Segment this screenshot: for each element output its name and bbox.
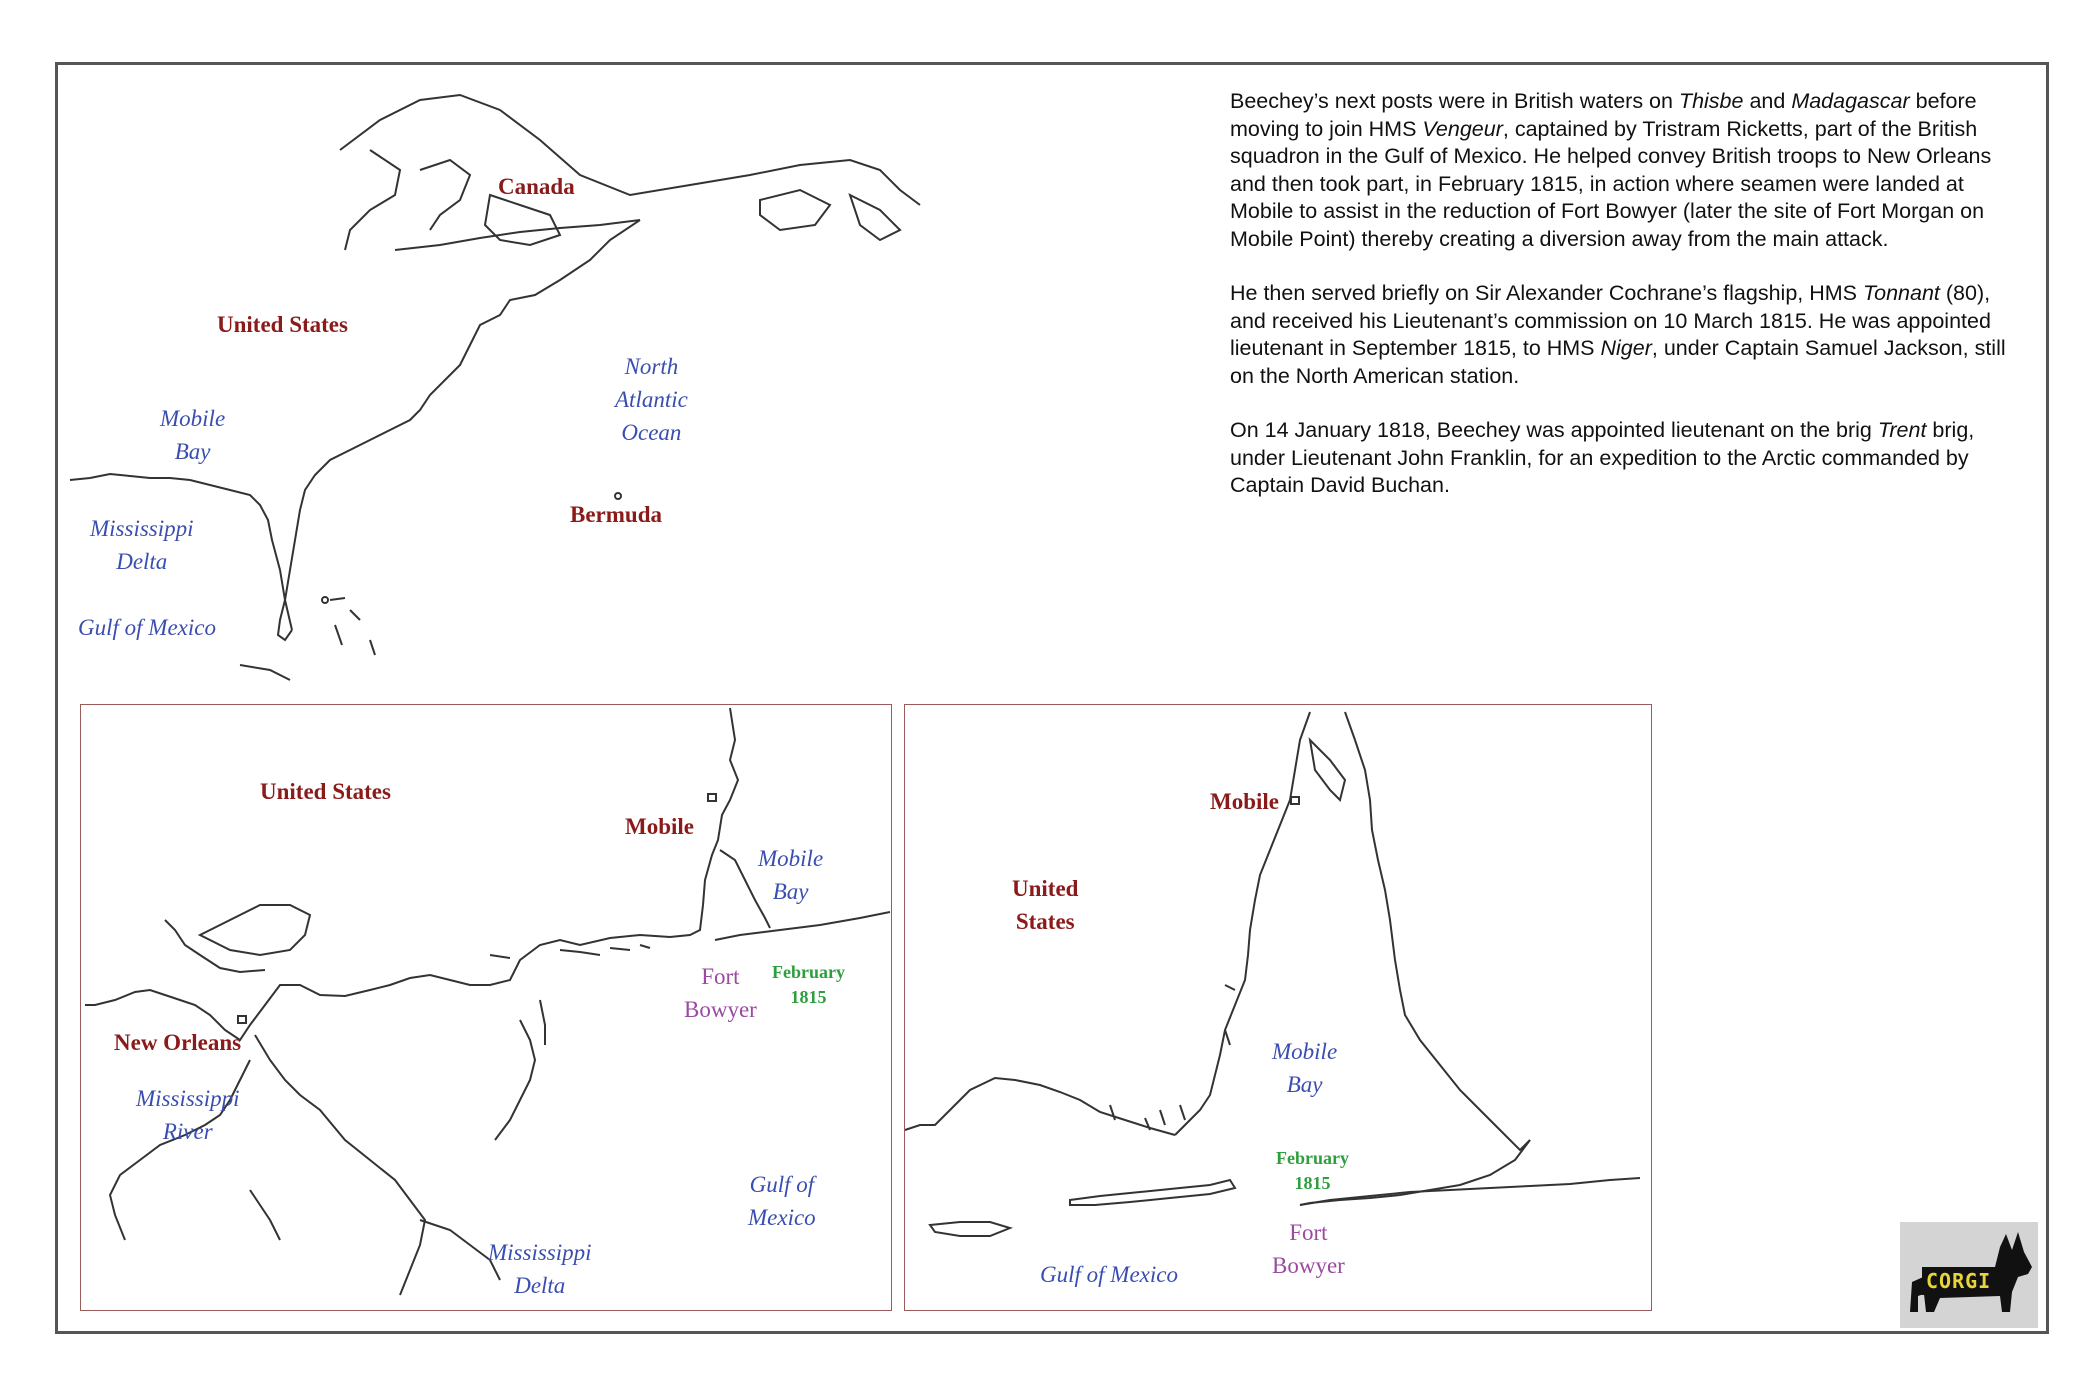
label-inset-left-fort-bowyer	[684, 960, 757, 1026]
ship-name: Vengeur	[1422, 116, 1503, 141]
label-bay: Bay	[772, 879, 809, 904]
label-mississippi-delta-main	[90, 512, 194, 578]
label-atlantic: Atlantic	[615, 387, 688, 412]
label-inset-left-mississippi-delta	[488, 1236, 592, 1302]
label-mississippi: Mississippi	[136, 1086, 240, 1111]
text-run: brig, under Lieutenant John Franklin, for an expedition to the Arctic commanded by Captain David Buchan.	[1230, 418, 1975, 497]
label-bowyer: Bowyer	[684, 997, 757, 1022]
label-north-atlantic-ocean	[615, 350, 688, 449]
label-inset-right-mobile-bay	[1272, 1035, 1337, 1101]
text-run: , captained by Tristram Ricketts, part of the British squadron in the Gulf of Mexico. He helped convey British troops to New Orleans and then took part, in February 1815, in action where seamen were landed at Mobile to assist in the reduction of Fort Bowyer (later the site of Fort Morgan on Mobile Point) thereby creating a diversion away from the main attack.	[1230, 116, 1992, 251]
text-run: before moving to join HMS	[1230, 89, 1977, 141]
label-date-year: 1815	[1294, 1173, 1331, 1193]
label-inset-right-mobile: Mobile	[1210, 789, 1279, 814]
ship-name: Niger	[1600, 336, 1652, 360]
label-mexico: Mexico	[748, 1205, 816, 1230]
label-mississippi: Mississippi	[488, 1240, 592, 1265]
label-inset-left-mississippi-river	[136, 1082, 240, 1148]
label-delta: Delta	[514, 1273, 566, 1298]
paragraph-3	[1230, 417, 2030, 500]
ship-name: Thisbe	[1678, 89, 1744, 113]
label-bay: Bay	[1286, 1072, 1323, 1097]
label-inset-left-new-orleans: New Orleans	[114, 1030, 242, 1055]
label-inset-right-fort-bowyer	[1272, 1216, 1345, 1282]
label-mobile: Mobile	[758, 846, 824, 871]
label-delta: Delta	[116, 549, 168, 574]
label-fort: Fort	[701, 964, 740, 989]
label-bay: Bay	[174, 439, 211, 464]
label-united-states: United States	[217, 312, 348, 337]
paragraph-2	[1230, 280, 2030, 390]
ship-name: Trent	[1877, 418, 1927, 442]
label-inset-left-date	[772, 960, 845, 1010]
label-inset-left-united-states: United States	[260, 779, 391, 804]
label-mobile-bay-main	[160, 402, 225, 468]
label-date-year: 1815	[790, 987, 827, 1007]
label-inset-right-united-states	[1012, 872, 1078, 938]
label-bermuda: Bermuda	[570, 502, 662, 527]
label-canada: Canada	[498, 174, 575, 199]
text-run: Beechey’s next posts were in British waters on	[1230, 89, 1679, 113]
biography-text	[1230, 88, 2030, 527]
label-north: North	[624, 354, 679, 379]
corgi-logo	[1900, 1222, 2038, 1328]
label-bowyer: Bowyer	[1272, 1253, 1345, 1278]
text-run: On 14 January 1818, Beechey was appointed lieutenant on the brig	[1230, 418, 1878, 442]
text-run: , under Captain Samuel Jackson, still on the North American station.	[1230, 336, 2006, 388]
label-fort: Fort	[1289, 1220, 1328, 1245]
text-run: He then served briefly on Sir Alexander Cochrane’s flagship, HMS	[1230, 281, 1863, 305]
label-inset-left-gulf-of-mexico	[748, 1168, 816, 1234]
paragraph-1	[1230, 88, 2030, 253]
ship-name: Tonnant	[1862, 281, 1940, 305]
label-inset-right-date	[1276, 1146, 1349, 1196]
label-gulf-of-mexico-main: Gulf of Mexico	[78, 615, 216, 640]
label-inset-left-mobile: Mobile	[625, 814, 694, 839]
label-states: States	[1015, 909, 1075, 934]
label-date-month: February	[772, 962, 845, 982]
label-mobile: Mobile	[160, 406, 226, 431]
ship-name: Madagascar	[1791, 89, 1910, 113]
label-united: United	[1012, 876, 1079, 901]
label-river: River	[162, 1119, 213, 1144]
label-date-month: February	[1276, 1148, 1349, 1168]
label-ocean: Ocean	[621, 420, 682, 445]
label-inset-right-gulf-of-mexico: Gulf of Mexico	[1040, 1262, 1178, 1287]
label-gulf-of: Gulf of	[749, 1172, 815, 1197]
logo-text: CORGI	[1922, 1267, 1995, 1295]
text-run: (80), and received his Lieutenant’s commission on 10 March 1815. He was appointed lieutenant in September 1815, to HMS	[1230, 281, 1991, 360]
text-run: and	[1743, 89, 1792, 113]
label-mobile: Mobile	[1272, 1039, 1338, 1064]
label-inset-left-mobile-bay	[758, 842, 823, 908]
label-mississippi: Mississippi	[90, 516, 194, 541]
